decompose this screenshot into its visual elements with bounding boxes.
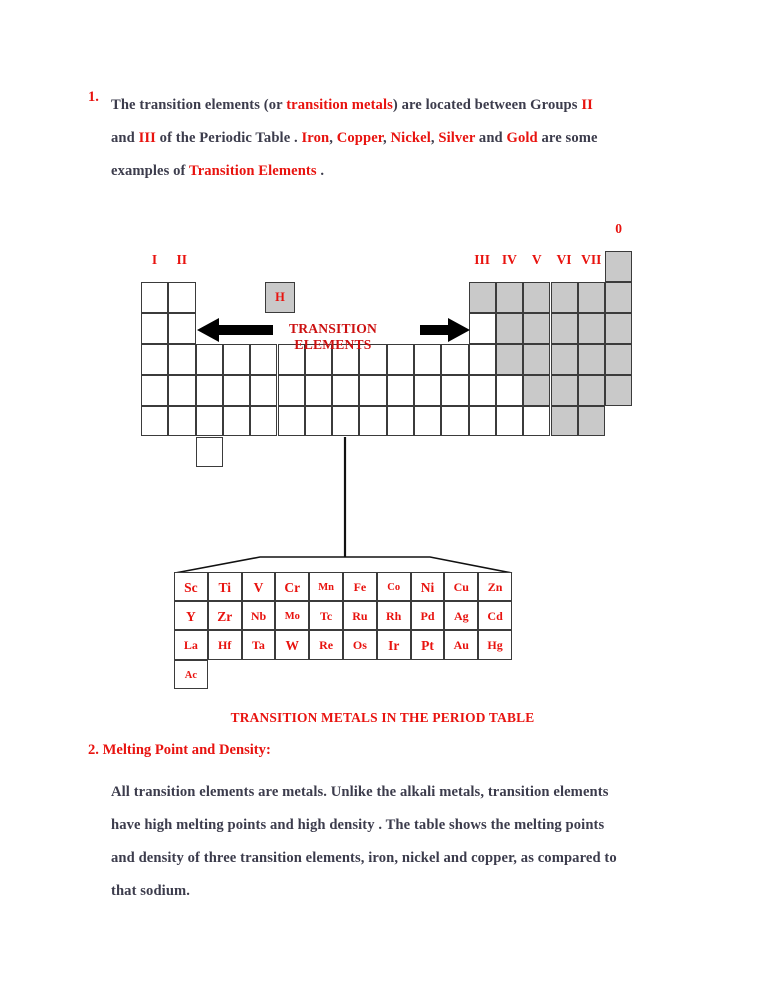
periodic-table-cell [605,251,632,282]
transition-metal-cell [309,601,343,630]
element-symbol: Pd [420,609,435,624]
periodic-table-cell [578,344,605,375]
periodic-table-cell [441,344,468,375]
element-symbol: W [285,638,300,654]
element-symbol: Ru [352,609,368,624]
element-symbol: Hf [218,638,232,653]
element-symbol: Y [186,609,196,625]
group-label-0: 0 [615,221,622,236]
transition-metal-cell [275,601,309,630]
periodic-table-cell [496,282,523,313]
element-symbol: Ti [218,580,231,595]
periodic-table-cell [605,282,632,313]
element-symbol: Pt [421,638,434,654]
periodic-table-cell [414,375,441,406]
transition-metal-cell [343,601,377,630]
element-symbol: Ac [184,669,198,681]
element-symbol: Co [387,582,401,593]
element-symbol: Au [453,638,469,653]
transition-metal-cell [174,572,208,601]
section-heading-2: 2. Melting Point and Density: [88,742,271,758]
element-symbol: Cd [487,609,503,624]
periodic-table-cell [305,375,332,406]
paragraph-line: and density of three transition elements, iron, nickel and copper, as compared to [111,850,617,866]
element-symbol: Mo [284,611,300,623]
transition-metal-cell [377,630,411,659]
text-run: II [581,97,593,113]
text-run: Transition Elements [188,163,317,179]
callout-connector [0,430,765,590]
periodic-table-cell [141,282,168,313]
paragraph-item-2 [111,776,681,908]
transition-metal-cell [208,630,242,659]
periodic-table-cell [578,313,605,344]
element-symbol: Zr [217,609,233,625]
periodic-table-cell [523,344,550,375]
element-symbol: Cu [453,580,469,594]
periodic-table-cell [168,344,195,375]
text-run: , [430,130,439,146]
transition-metal-cell [242,601,276,630]
periodic-table-cell [469,375,496,406]
element-symbol: Os [352,638,367,653]
transition-metal-cell [444,572,478,601]
text-run: , [383,130,391,146]
arrow-right-icon [420,318,470,342]
transition-metal-cell [343,572,377,601]
paragraph-line: All transition elements are metals. Unlike the alkali metals, transition elements [111,784,609,800]
group-label-VII: VII [581,252,602,267]
transition-metal-cell [174,630,208,659]
periodic-table-cell [168,282,195,313]
element-symbol: Ir [388,638,400,654]
transition-elements-band-label: TRANSITION ELEMENTS [288,321,378,352]
periodic-table-cell [469,313,496,344]
periodic-table-cell [578,282,605,313]
text-run: The transition elements (or [111,97,287,113]
element-symbol: Ag [453,609,469,624]
text-run: examples of [111,163,189,179]
group-label-IV: IV [501,252,517,267]
periodic-table-cell [223,344,250,375]
transition-metal-cell [174,660,208,689]
periodic-table-cell [469,344,496,375]
periodic-table-cell [496,375,523,406]
element-symbol: Re [319,638,334,653]
periodic-table-cell [223,375,250,406]
periodic-table-cell [605,375,632,406]
periodic-table-cell [168,313,195,344]
transition-metal-cell [309,630,343,659]
transition-metal-cell [208,601,242,630]
text-run: Gold [506,130,538,146]
element-symbol: Rh [386,609,402,624]
text-run: transition metals [286,97,393,113]
periodic-table-cell [278,375,305,406]
periodic-table-cell [332,375,359,406]
element-symbol: Sc [184,580,198,595]
group-label-VI: VI [556,252,572,267]
element-symbol: Fe [353,580,367,594]
hydrogen-cell: H [265,282,295,313]
element-symbol: V [253,580,264,595]
periodic-table-cell [141,375,168,406]
periodic-table-cell [551,313,578,344]
element-symbol: Zn [487,580,503,594]
transition-metal-cell [309,572,343,601]
text-run: III [138,130,156,146]
periodic-table-cell [551,344,578,375]
text-run: Iron [301,130,330,146]
text-run: and [111,130,139,146]
periodic-table-cell [141,344,168,375]
transition-metal-cell [411,601,445,630]
element-symbol: Mn [318,582,334,593]
text-run: and [475,130,507,146]
transition-metal-cell [411,572,445,601]
element-symbol: Ta [252,638,265,653]
text-run: Silver [438,130,476,146]
transition-metal-cell [377,572,411,601]
transition-metal-cell [478,630,512,659]
transition-metal-cell [208,572,242,601]
transition-metal-cell [444,630,478,659]
figure-caption: TRANSITION METALS IN THE PERIOD TABLE [230,710,535,725]
periodic-table-cell [551,282,578,313]
periodic-table-cell [523,375,550,406]
periodic-table-cell [359,375,386,406]
text-run: Nickel [390,130,431,146]
transition-metal-cell [174,601,208,630]
paragraph-line: that sodium. [111,883,191,899]
periodic-table-cell [496,313,523,344]
element-symbol: Cr [284,580,301,595]
periodic-table-cell [496,344,523,375]
transition-metal-cell [444,601,478,630]
transition-metal-cell [275,630,309,659]
transition-metal-cell [275,572,309,601]
text-run: . [316,163,325,179]
group-label-I: I [151,252,158,267]
element-symbol: Hg [487,638,503,653]
periodic-table-cell [196,344,223,375]
element-symbol: Tc [319,609,333,624]
periodic-table-cell [523,313,550,344]
transition-metal-cell [478,572,512,601]
group-label-II: II [176,252,188,267]
paragraph-line: have high melting points and high density . The table shows the melting points [111,817,605,833]
periodic-table-cell [414,344,441,375]
periodic-table-cell [168,375,195,406]
periodic-table-cell [605,313,632,344]
transition-metal-cell [242,630,276,659]
periodic-table-cell [551,375,578,406]
periodic-table-cell [578,375,605,406]
transition-metal-cell [343,630,377,659]
transition-metal-cell [411,630,445,659]
periodic-table-cell [605,344,632,375]
periodic-table-cell [250,375,277,406]
periodic-table-cell [141,313,168,344]
transition-metal-cell [242,572,276,601]
text-run: Copper [336,130,384,146]
element-symbol: La [183,638,198,653]
text-run: of the Periodic Table . [155,130,302,146]
element-symbol: Ni [420,580,435,595]
group-label-III: III [474,252,490,267]
transition-metal-cell [478,601,512,630]
text-run: are some [537,130,598,146]
transition-metal-cell [377,601,411,630]
periodic-table-cell [441,375,468,406]
periodic-table-cell [196,375,223,406]
group-label-V: V [531,252,542,267]
list-number-1: 1. [88,89,99,105]
periodic-table-cell [523,282,550,313]
element-symbol: Nb [250,609,267,624]
periodic-table-cell [387,375,414,406]
text-run: , [329,130,337,146]
text-run: ) are located between Groups [392,97,582,113]
periodic-table-cell [469,282,496,313]
